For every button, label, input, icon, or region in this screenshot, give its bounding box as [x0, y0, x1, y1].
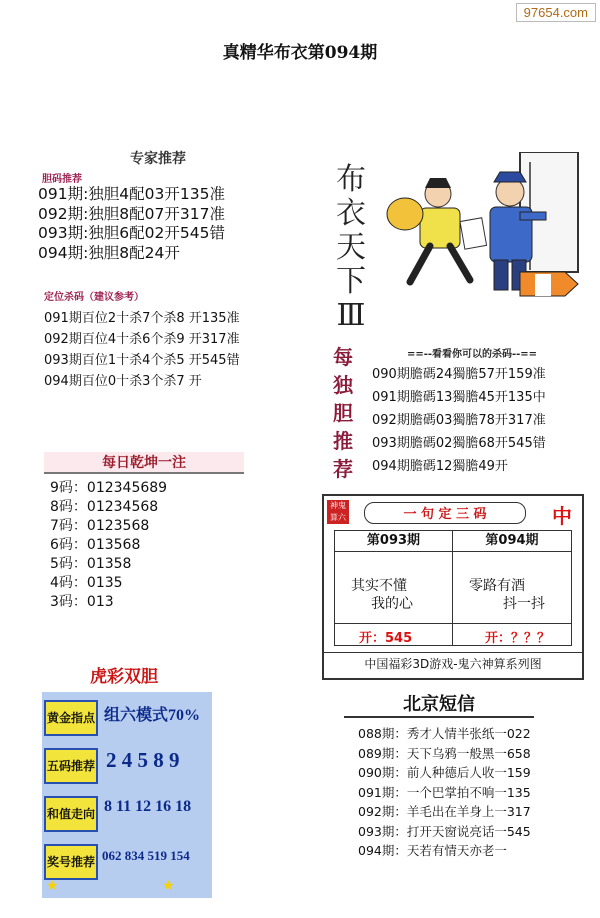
riddle-table	[334, 530, 572, 646]
riddle-divider	[452, 551, 453, 645]
riddle-col2-text-a: 零路有酒	[469, 578, 525, 594]
single-lines	[372, 363, 572, 478]
expert-sub-label: 胆码推荐	[42, 174, 82, 185]
daily-line: 4码：0135	[50, 575, 123, 591]
site-watermark[interactable]: 97654.com	[516, 3, 596, 22]
tiger-row-value: 组六模式70%	[104, 707, 201, 724]
position-kill-line: 093期百位1十杀4个杀5 开545错	[44, 353, 240, 368]
tiger-row-label: 黄金指点	[44, 700, 98, 736]
daily-line: 7码：0123568	[50, 518, 150, 534]
cartoon-illustration	[370, 152, 580, 310]
expert-lines	[38, 185, 278, 263]
tiger-row	[44, 842, 210, 880]
riddle-footer	[324, 652, 582, 675]
riddle-col2-text-b: 抖一抖	[503, 596, 545, 612]
beijing-lines	[358, 724, 531, 861]
daily-lines	[50, 479, 167, 612]
daily-line: 8码：01234568	[50, 499, 159, 515]
riddle-banner	[364, 502, 526, 524]
single-line: 094期膽碼12獨膽49开	[372, 459, 508, 474]
position-kill-section	[44, 288, 294, 392]
single-line: 092期膽碼03獨膽78开317准	[372, 413, 546, 428]
daily-line: 6码：013568	[50, 537, 141, 553]
expert-line: 091期:独胆4配03开135准	[38, 185, 225, 203]
expert-line: 092期:独胆8配07开317准	[38, 204, 225, 223]
beijing-line: 088期：秀才人情半张纸一022	[358, 726, 531, 741]
expert-section	[38, 148, 278, 263]
tiger-row-value: 2 4 5 8 9	[106, 748, 180, 772]
tiger-heading: 虎彩双胆	[90, 667, 158, 687]
riddle-col1-result: 开：545	[359, 631, 413, 646]
daily-line: 9码：012345689	[50, 480, 168, 496]
tiger-panel	[42, 692, 212, 898]
thief-and-police-cartoon	[370, 152, 580, 310]
tiger-row-label: 和值走向	[44, 796, 98, 832]
position-kill-line: 091期百位2十杀7个杀8 开135准	[44, 311, 240, 326]
beijing-line: 094期：天若有情天亦老一	[358, 843, 507, 858]
single-line: 090期膽碼24獨膽57开159准	[372, 367, 546, 382]
riddle-footer-text: 中国福彩3D游戏-鬼六神算系列图	[364, 657, 542, 671]
beijing-line: 090期：前人种德后人收一159	[358, 765, 531, 780]
tiger-row-value: 062 834 519 154	[102, 848, 190, 863]
expert-line: 093期:独胆6配02开545错	[38, 224, 225, 242]
position-kill-lines	[44, 308, 294, 392]
single-line: 093期膽碼02獨膽68开545错	[372, 436, 546, 451]
single-heading: ==--看看你可以的杀码--==	[406, 349, 538, 360]
tiger-row	[44, 698, 210, 736]
single-vertical-title: 每 独 胆 推 荐	[333, 345, 353, 481]
riddle-col2-result: 开：？？？	[485, 631, 551, 646]
position-kill-heading: 定位杀码（建议参考）	[44, 292, 144, 303]
position-kill-line: 094期百位0十杀3个杀7 开	[44, 374, 202, 389]
single-line: 091期膽碼13獨膽45开135中	[372, 390, 546, 405]
beijing-line: 091期：一个巴掌拍不响一135	[358, 784, 531, 800]
daily-line: 5码：01358	[50, 556, 132, 572]
beijing-heading-wrap	[344, 690, 534, 718]
riddle-logo-icon: 中	[552, 504, 572, 528]
tiger-row-label: 奖号推荐	[44, 844, 98, 880]
riddle-col1-text-b: 我的心	[371, 596, 413, 612]
tiger-row-value: 8 11 12 16 18	[104, 798, 192, 815]
single-section	[372, 345, 572, 478]
page-title: 真精华布衣第094期	[222, 43, 378, 63]
buyi-vertical-title: 布 衣 天 下 Ⅲ	[336, 162, 366, 333]
daily-line: 3码：013	[50, 594, 114, 610]
riddle-corner-label: 神鬼算六	[327, 500, 349, 524]
beijing-line: 089期：天下乌鸦一般黑一658	[358, 745, 531, 761]
riddle-panel	[322, 494, 584, 680]
daily-heading: 每日乾坤一注	[44, 452, 244, 472]
daily-heading-wrap	[44, 452, 244, 474]
tiger-row	[44, 794, 210, 832]
expert-line: 094期:独胆8配24开	[38, 243, 180, 262]
beijing-line: 093期：打开天窗说亮话一545	[358, 823, 531, 839]
riddle-result-line	[335, 623, 571, 624]
star-icon: ★	[162, 878, 175, 894]
beijing-heading: 北京短信	[403, 694, 475, 715]
tiger-row	[44, 746, 210, 784]
expert-heading: 专家推荐	[130, 151, 186, 167]
riddle-banner-text: 一 句 定 三 码	[403, 507, 487, 522]
beijing-line: 092期：羊毛出在羊身上一317	[358, 804, 531, 819]
tiger-row-label: 五码推荐	[44, 748, 98, 784]
position-kill-line: 092期百位4十杀6个杀9 开317准	[44, 332, 240, 347]
riddle-col1-text-a: 其实不懂	[351, 578, 407, 594]
riddle-col2-header: 第094期	[453, 531, 571, 552]
riddle-col1-header: 第093期	[335, 531, 453, 552]
star-icon: ★	[46, 878, 59, 894]
